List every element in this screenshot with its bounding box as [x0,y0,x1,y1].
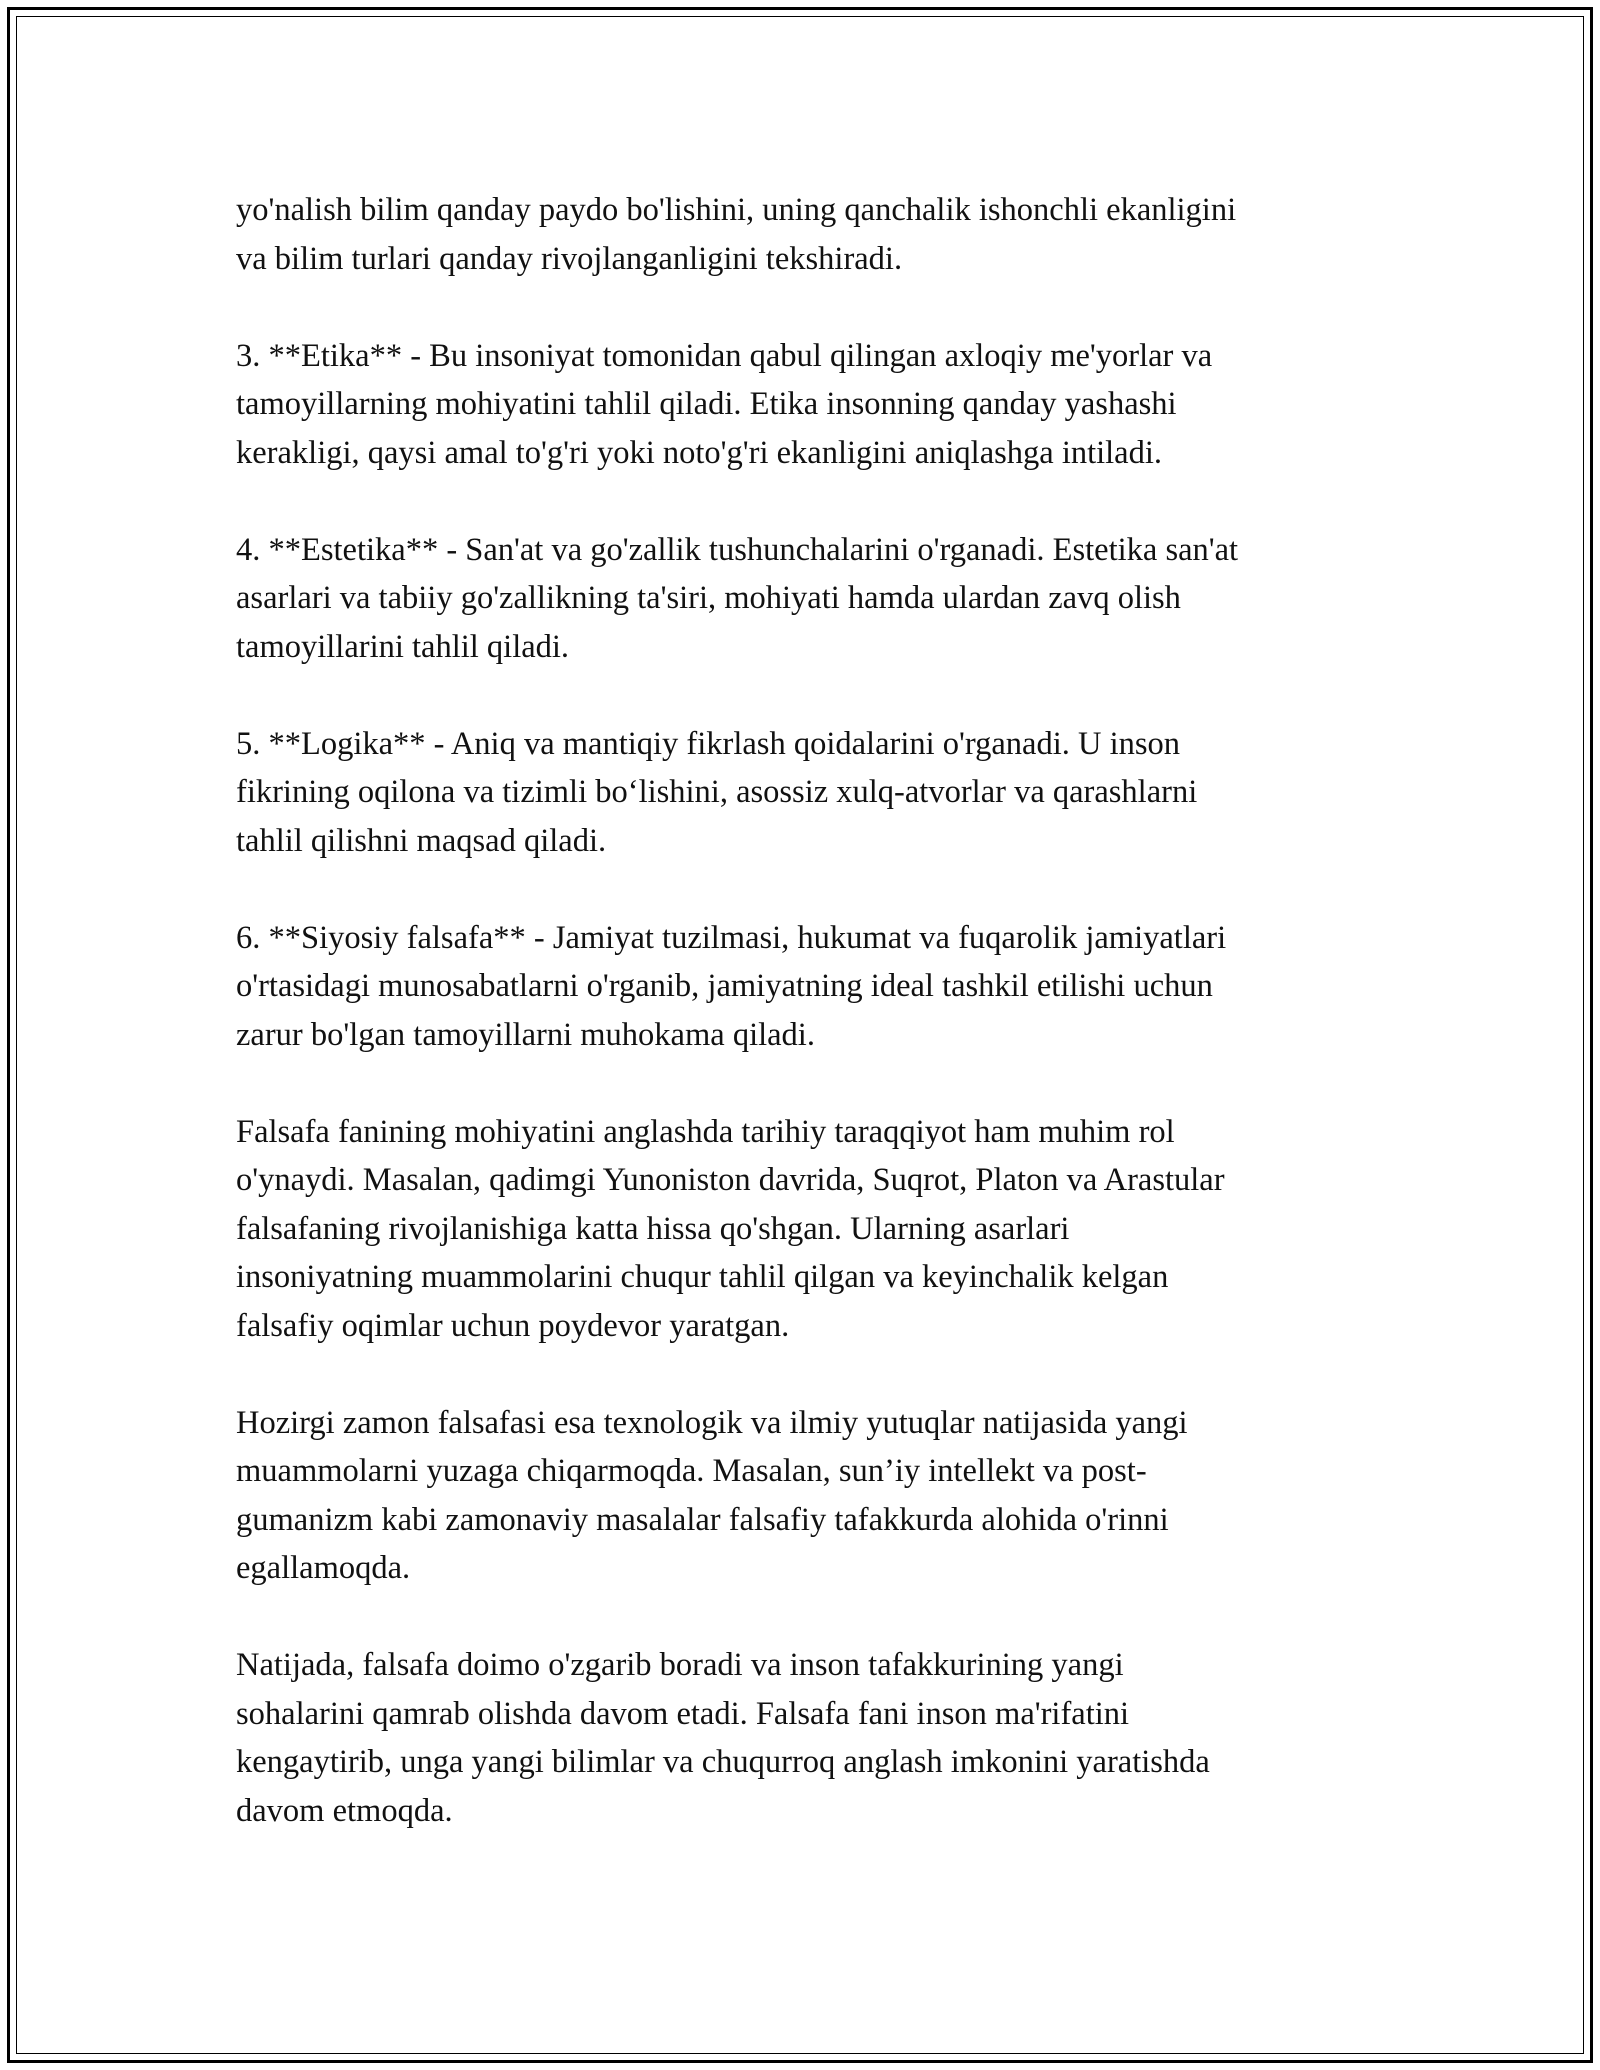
paragraph-epistemology-continuation: yo'nalish bilim qanday paydo bo'lishini, uning qanchalik ishonchli ekanligini va bilim turlari qanday rivojlanganligini tekshiradi. [236,192,1237,277]
paragraph-aesthetics: 4. **Estetika** - San'at va go'zallik tushunchalarini o'rganadi. Estetika san'at asarlari va tabiiy go'zallikning ta'siri, mohiyati hamda ulardan zavq olish tamoyillarini tahlil qiladi. [236,531,1239,665]
paragraph-history: Falsafa fanining mohiyatini anglashda tarihiy taraqqiyot ham muhim rol o'ynaydi. Masalan, qadimgi Yunoniston davrida, Suqrot, Platon va Arastular falsafaning rivojlanishiga katta hissa qo'shgan. Ularning asarlari insoniyatning muammolarini chuqur tahlil qilgan va keyinchalik kelgan falsafiy oqimlar uchun poydevor yaratgan. [236,1113,1225,1344]
paragraph-logic: 5. **Logika** - Aniq va mantiqiy fikrlash qoidalarini o'rganadi. U inson fikrining oqilona va tizimli bo‘lishini, asossiz xulq-atvorlar va qarashlarni tahlil qilishni maqsad qiladi. [236,725,1198,859]
paragraph-modern-philosophy: Hozirgi zamon falsafasi esa texnologik va ilmiy yutuqlar natijasida yangi muammolarni yuzaga chiqarmoqda. Masalan, sun’iy intellekt va post- gumanizm kabi zamonaviy masalalar falsafiy tafakkurda alohida o'rinni egallamoqda. [236,1404,1188,1586]
paragraph-political-philosophy: 6. **Siyosiy falsafa** - Jamiyat tuzilmasi, hukumat va fuqarolik jamiyatlari o'rtasidagi munosabatlarni o'rganib, jamiyatning ideal tashkil etilishi uchun zarur bo'lgan tamoyillarni muhokama qiladi. [236,919,1227,1053]
document-body [236,186,1376,1835]
paragraph-conclusion: Natijada, falsafa doimo o'zgarib boradi va inson tafakkurining yangi sohalarini qamrab olishda davom etadi. Falsafa fani inson ma'rifatini kengaytirib, unga yangi bilimlar va chuqurroq anglash imkonini yaratishda davom etmoqda. [236,1647,1210,1829]
paragraph-ethics: 3. **Etika** - Bu insoniyat tomonidan qabul qilingan axloqiy me'yorlar va tamoyillarning mohiyatini tahlil qiladi. Etika insonning qanday yashashi kerakligi, qaysi amal to'g'ri yoki noto'g'ri ekanligini aniqlashga intiladi. [236,337,1213,471]
